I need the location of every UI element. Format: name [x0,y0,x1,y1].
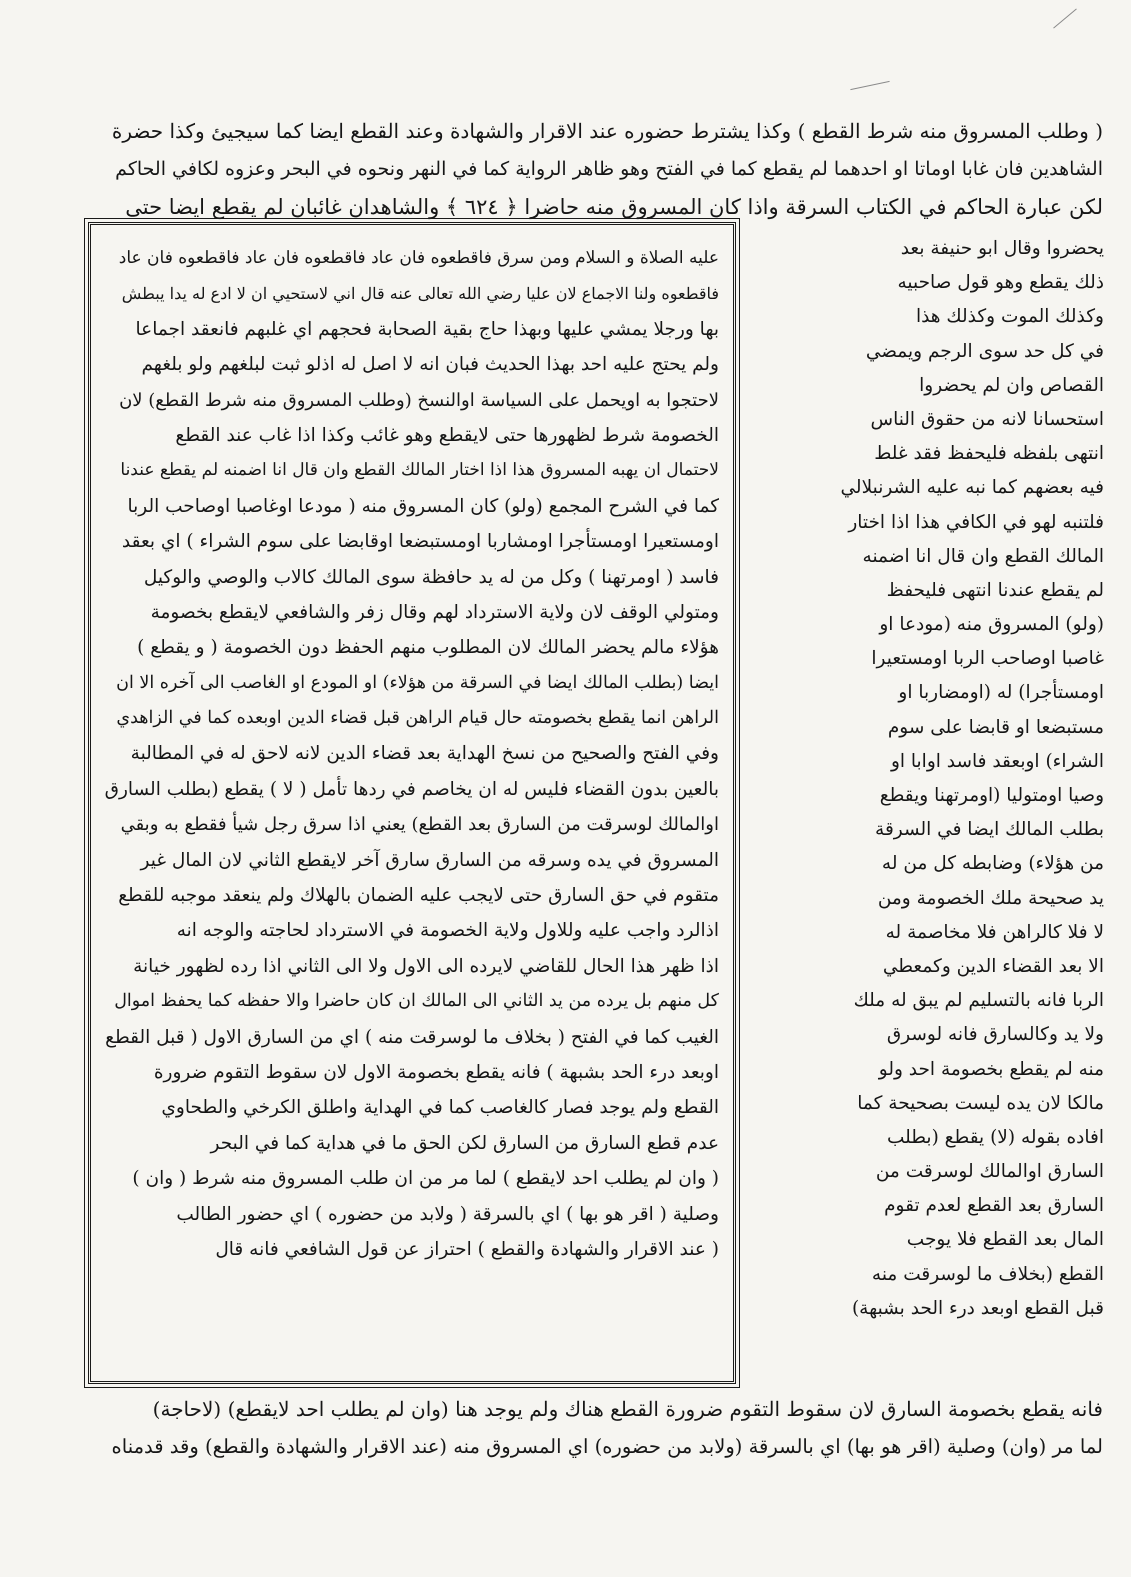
margin-commentary-line: السارق اوالمالك لوسرقت من [875,1161,1104,1183]
margin-commentary-line: وكذلك الموت وكذلك هذا [915,306,1104,328]
main-text-line: اذالرد واجب عليه وللاول ولاية الخصومة في الاسترداد لحاجته والوجه انه [176,920,719,942]
margin-commentary-line: لم يقطع عندنا انتهى فليحفظ [886,579,1104,601]
margin-commentary-line: مستبضعا او قابضا على سوم [887,716,1104,738]
main-text-line: ( عند الاقرار والشهادة والقطع ) احتراز عن قول الشافعي فانه قال [215,1238,719,1260]
bottom-commentary [95,1390,1103,1466]
margin-commentary-line: في كل حد سوى الرجم ويمضي [865,340,1104,362]
margin-commentary [752,232,1104,1326]
margin-commentary-line: الشراء) اوبعقد فاسد اوابا او [890,750,1104,772]
margin-commentary-line: الربا فانه بالتسليم لم يبق له ملك [853,990,1104,1012]
commentary-line: لكن عبارة الحاكم في الكتاب السرقة واذا كان المسروق منه حاضرا ﴿ ٦٢٤ ﴾ والشاهدان غائبان لم يقطع ايضا حتى [125,195,1103,219]
margin-commentary-line: من هؤلاء) وضابطه كل من له [881,853,1104,875]
main-text-line: بها ورجلا يمشي عليها وبهذا حاج بقية الصحابة فحجهم اي غلبهم فانعقد اجماعا [135,318,719,340]
main-text-line: فاسد ( اومرتهنا ) وكل من له يد حافظة سوى المالك كالاب والوصي والوكيل [143,566,719,588]
main-text-line: لاحتجوا به اويحمل على السياسة اوالنسخ (وطلب المسروق منه شرط القطع) لان [119,389,719,411]
main-text-line: الخصومة شرط لظهورها حتى لايقطع وهو غائب وكذا اذا غاب عند القطع [175,424,719,446]
main-text-line: عدم قطع السارق من السارق لكن الحق ما في هداية كما في البحر [210,1132,719,1154]
commentary-line: فانه يقطع بخصومة السارق لان سقوط التقوم ضرورة القطع هناك ولم يوجد هنا (وان لم يطلب احد لايقطع) (لاحاجة) [152,1397,1103,1421]
main-text-line: اومستعيرا اومستأجرا اومشاربا اومستبضعا اوقابضا على سوم الشراء ) اي بعقد [121,531,719,553]
margin-commentary-line: غاصبا اوصاحب الربا اومستعيرا [871,648,1104,670]
main-text-line: ومتولي الوقف لان ولاية الاسترداد لهم وقال زفر والشافعي لايقطع بخصومة [150,601,719,623]
margin-commentary-line: الا بعد القضاء الدين وكمعطي [882,955,1104,977]
main-text-line: لاحتمال ان يهبه المسروق هذا اذا اختار المالك القطع وان قال انا اضمنه لم يقطع عندنا [120,460,719,481]
margin-commentary-line: منه لم يقطع بخصومة احد ولو [878,1058,1104,1080]
main-text-line: فاقطعوه ولنا الاجماع لان عليا رضي الله تعالى عنه قال اني لاستحيي ان لا ادع له يدا يبطش [121,284,719,304]
main-text-line: اوبعد درء الحد بشبهة ) فانه يقطع بخصومة الاول لان سقوط التقوم ضرورة [153,1061,719,1083]
margin-commentary-line: لا فلا كالراهن فلا مخاصمة له [885,921,1104,943]
margin-commentary-line: قبل القطع اوبعد درء الحد بشبهة) [851,1297,1104,1319]
main-text-line: ولم يحتج عليه احد بهذا الحديث فبان انه لا اصل له اذلو ثبت لبلغهم ولو بلغهم [141,354,719,376]
main-text-line: الغيب كما في الفتح ( بخلاف ما لوسرقت منه ) اي من السارق الاول ( قبل القطع [105,1026,719,1048]
main-text-line: ( وان لم يطلب احد لايقطع ) لما مر من ان طلب المسروق منه شرط ( وان ) [132,1168,719,1190]
margin-commentary-line: اومستأجرا) له (اومضاربا او [898,682,1104,704]
main-text-line: بالعين بدون القضاء فليس له ان يخاصم في ردها تأمل ( لا ) يقطع (بطلب السارق [105,778,719,800]
margin-commentary-line: (ولو) المسروق منه (مودعا او [879,614,1104,636]
main-text-line: ايضا (بطلب المالك ايضا في السرقة من هؤلاء) او المودع او الغاصب الى آخره الا ان [116,672,719,693]
scan-mark [850,81,889,90]
margin-commentary-line: القطع (بخلاف ما لوسرقت منه [871,1263,1104,1285]
main-text-line: متقوم في حق السارق حتى لايجب عليه الضمان بالهلاك ولم ينعقد موجبه للقطع [118,885,719,907]
margin-commentary-line: ذلك يقطع وهو قول صاحبيه [897,272,1104,294]
margin-commentary-line: السارق بعد القطع لعدم تقوم [884,1195,1104,1217]
main-text-line: اذا ظهر هذا الحال للقاضي لايرده الى الاول ولا الى الثاني اذا رده لظهور خيانة [133,955,719,977]
margin-commentary-line: بطلب المالك ايضا في السرقة [875,819,1104,841]
margin-commentary-line: فيه بعضهم كما نبه عليه الشرنبلالي [840,477,1104,499]
main-text-line: وصلية ( اقر هو بها ) اي بالسرقة ( ولابد من حضوره ) اي حضور الطالب [176,1203,719,1225]
margin-commentary-line: فلتنبه لهو في الكافي هذا اذا اختار [848,511,1104,533]
main-text-line: هؤلاء مالم يحضر المالك لان المطلوب منهم الحفظ دون الخصومة ( و يقطع ) [137,637,719,659]
main-text-line: كل منهم بل يرده من يد الثاني الى المالك ان كان حاضرا والا حفظه كما يحفظ اموال [114,991,719,1012]
main-text-line: الراهن انما يقطع بخصومته حال قيام الراهن قبل قضاء الدين اوبعده كما في الزاهدي [116,708,719,729]
main-text-line: القطع ولم يوجد فصار كالغاصب كما في الهداية واطلق الكرخي والطحاوي [161,1097,719,1119]
top-commentary [95,112,1103,226]
commentary-line: لما مر (وان) وصلية (اقر هو بها) اي بالسرقة (ولابد من حضوره) اي المسروق منه (عند الاقرار والشهادة والقطع) وقد قدمناه [111,1435,1103,1458]
margin-commentary-line: المال بعد القطع فلا يوجب [906,1229,1104,1251]
main-text [105,241,719,1267]
margin-commentary-line: ولا يد وكالسارق فانه لوسرق [886,1024,1104,1046]
margin-commentary-line: يد صحيحة ملك الخصومة ومن [877,887,1104,909]
main-text-line: اوالمالك لوسرقت من السارق بعد القطع) يعني اذا سرق رجل شيأ فقطع به وبقي [120,814,719,836]
margin-commentary-line: المالك القطع وان قال انا اضمنه [862,545,1104,567]
margin-commentary-line: انتهى بلفظه فليحفظ فقد غلط [874,443,1104,465]
commentary-line: الشاهدين فان غابا اوماتا او احدهما لم يقطع كما في الفتح وهو ظاهر الرواية كما في النهر ونحوه في البحر وعزوه لكافي الحاكم [115,158,1103,180]
main-text-line: المسروق في يده وسرقه من السارق سارق آخر لايقطع الثاني لان المال غير [140,849,719,871]
main-text-line: وفي الفتح والصحيح من نسخ الهداية بعد قضاء الدين لانه لاحق له في المطالبة [130,743,719,765]
margin-commentary-line: وصيا اومتوليا (اومرتهنا ويقطع [879,785,1104,806]
main-text-line: عليه الصلاة و السلام ومن سرق فاقطعوه فان عاد فاقطعوه فان عاد فاقطعوه فان عاد [118,248,719,268]
margin-commentary-line: استحسانا لانه من حقوق الناس [870,408,1104,430]
margin-commentary-line: افاده بقوله (لا) يقطع (بطلب [886,1126,1104,1148]
main-text-frame [88,222,736,1384]
margin-commentary-line: القصاص وان لم يحضروا [919,374,1104,396]
scan-mark [1053,8,1077,28]
commentary-line: ( وطلب المسروق منه شرط القطع ) وكذا يشترط حضوره عند الاقرار والشهادة وعند القطع ايضا كما سيجيئ وكذا حضرة [111,119,1103,143]
margin-commentary-line: يحضروا وقال ابو حنيفة بعد [900,238,1104,259]
margin-commentary-line: مالكا لان يده ليست بصحيحة كما [857,1092,1104,1114]
main-text-line: كما في الشرح المجمع (ولو) كان المسروق منه ( مودعا اوغاصبا اوصاحب الربا [127,495,719,517]
